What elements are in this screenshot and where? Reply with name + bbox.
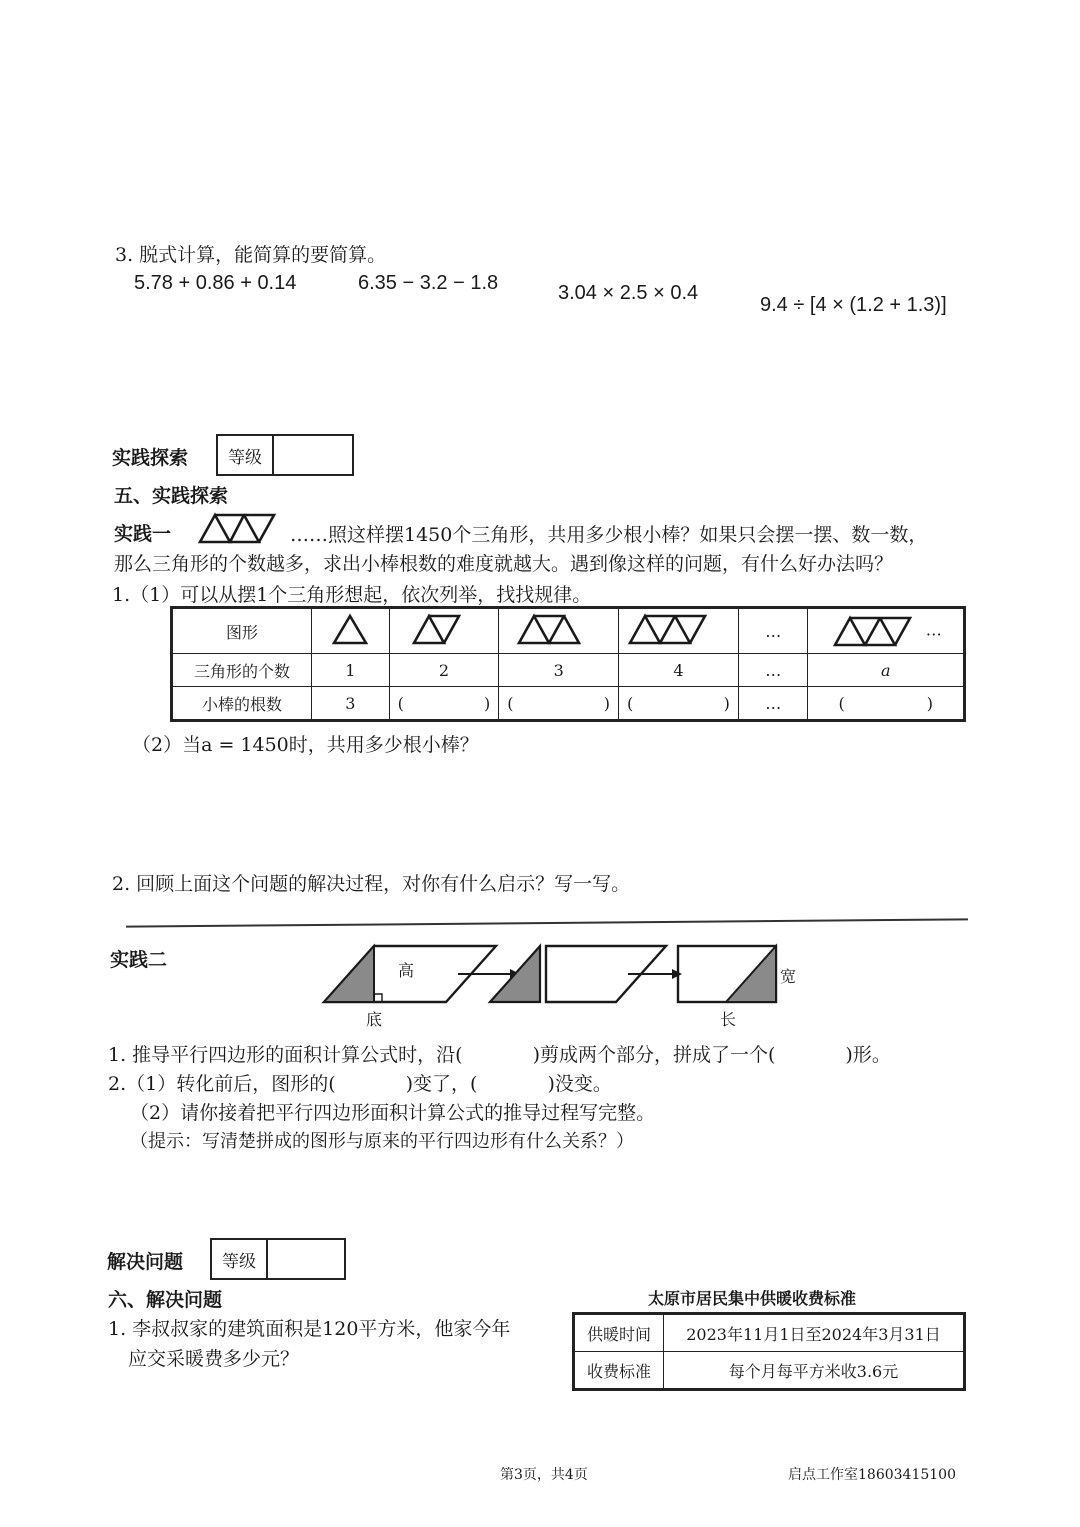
solve-q1-line1: 1. 李叔叔家的建筑面积是120平方米，他家今年: [108, 1318, 511, 1340]
expr-4: 9.4 ÷ [4 × (1.2 + 1.3)]: [760, 294, 947, 316]
sticks-answer-blank[interactable]: ( ): [389, 687, 499, 721]
count-cell-a: a: [808, 654, 965, 687]
table-row-sticks: [172, 687, 965, 721]
solve-q1-line2: 应交采暖费多少元？: [128, 1348, 300, 1370]
q2-reflection: 2. 回顾上面这个问题的解决过程，对你有什么启示？写一写。: [112, 873, 631, 895]
label-width: 宽: [780, 967, 797, 986]
grade-value-cell[interactable]: [274, 436, 352, 474]
triangles-4-icon: [625, 612, 731, 646]
row-header-count: 三角形的个数: [172, 654, 312, 687]
page-number: 第3页，共4页: [500, 1467, 588, 1483]
count-cell: 3: [499, 654, 619, 687]
section-5-title: 五、实践探索: [114, 485, 229, 507]
fee-table-title: 太原市居民集中供暖收费标准: [648, 1289, 857, 1308]
q2-hint: （提示：写清楚拼成的图形与原来的平行四边形有什么关系？）: [130, 1131, 634, 1152]
shape-a-triangles: [808, 608, 965, 654]
count-cell: 2: [389, 654, 499, 687]
sticks-answer-blank[interactable]: ( ): [619, 687, 739, 721]
triangles-2-icon: [409, 612, 479, 646]
q1-part1: 1.（1）可以从摆1个三角形想起，依次列举，找找规律。: [112, 584, 592, 606]
practice-1-text-1: ……照这样摆1450个三角形，共用多少根小棒？如果只会摆一摆、数一数，: [290, 524, 928, 546]
shape-1-triangle: [311, 608, 389, 654]
table-row-shapes: [172, 608, 965, 654]
grade-label: 等级: [218, 436, 274, 474]
triangle-row-icon: [198, 512, 290, 544]
shape-4-triangles: [619, 608, 739, 654]
practice-header: 实践探索: [112, 447, 189, 469]
grade-label: 等级: [212, 1240, 268, 1278]
expr-2: 6.35 − 3.2 − 1.8: [358, 272, 499, 294]
expr-3: 3.04 × 2.5 × 0.4: [558, 282, 699, 304]
fee-row-value: 2023年11月1日至2024年3月31日: [664, 1314, 965, 1352]
q3-title: 3. 脱式计算，能简算的要简算。: [115, 244, 387, 266]
practice-1-label: 实践一: [114, 523, 172, 545]
count-cell: 4: [619, 654, 739, 687]
parallelogram-transform-diagram: [318, 940, 818, 1030]
label-length: 长: [720, 1010, 737, 1029]
sticks-cell: …: [738, 687, 808, 721]
shape-3-triangles: [499, 608, 619, 654]
q2-1: 1. 推导平行四边形的面积计算公式时，沿( )剪成两个部分，拼成了一个( )形。: [108, 1044, 891, 1066]
shape-ellipsis: …: [738, 608, 808, 654]
solve-grade-box: [210, 1238, 346, 1280]
q2-2-part2: （2）请你接着把平行四边形面积计算公式的推导过程写完整。: [130, 1102, 656, 1124]
fee-row-value: 每个月每平方米收3.6元: [664, 1352, 965, 1390]
solve-header: 解决问题: [107, 1251, 184, 1273]
table-row-count: [172, 654, 965, 687]
count-cell: …: [738, 654, 808, 687]
count-cell: 1: [311, 654, 389, 687]
practice-grade-box: [216, 434, 354, 476]
row-header-sticks: 小棒的根数: [172, 687, 312, 721]
label-height: 高: [398, 961, 415, 980]
q1-part2: （2）当a = 1450时，共用多少根小棒？: [132, 734, 479, 756]
fee-row-label: 供暖时间: [574, 1314, 664, 1352]
grade-value-cell[interactable]: [268, 1240, 344, 1278]
answer-line[interactable]: [126, 918, 968, 927]
triangles-3-icon: [514, 612, 604, 646]
practice-1-text-2: 那么三角形的个数越多，求出小棒根数的难度就越大。遇到像这样的问题，有什么好办法吗？: [114, 553, 894, 575]
fee-row: [574, 1314, 965, 1352]
pattern-table: [170, 606, 966, 722]
expr-1: 5.78 + 0.86 + 0.14: [134, 272, 297, 294]
shape-a-dots: …: [925, 620, 942, 640]
shape-2-triangles: [389, 608, 499, 654]
fee-row: [574, 1352, 965, 1390]
fee-table: [572, 1312, 966, 1391]
triangles-n-icon: [830, 614, 926, 648]
sticks-answer-blank[interactable]: ( ): [808, 687, 965, 721]
practice-2-label: 实践二: [110, 949, 168, 971]
fee-row-label: 收费标准: [574, 1352, 664, 1390]
q2-2: 2.（1）转化前后，图形的( )变了，( )没变。: [108, 1073, 612, 1095]
triangle-icon: [328, 612, 372, 646]
label-base: 底: [366, 1010, 383, 1029]
row-header-shape: 图形: [172, 608, 312, 654]
studio-credit: 启点工作室18603415100: [788, 1467, 956, 1483]
sticks-answer-blank[interactable]: ( ): [499, 687, 619, 721]
sticks-cell: 3: [311, 687, 389, 721]
section-6-title: 六、解决问题: [108, 1289, 223, 1311]
